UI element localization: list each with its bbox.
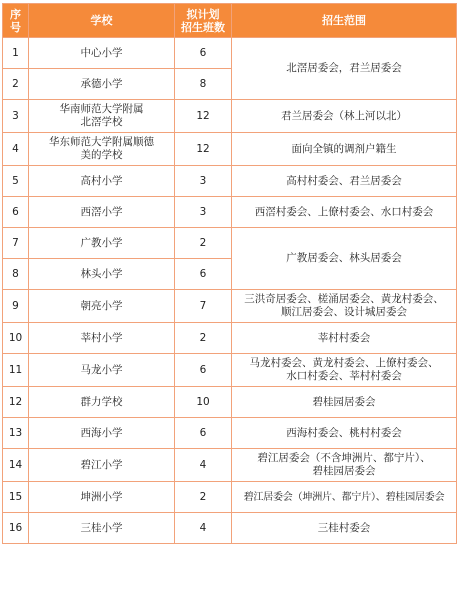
row-area: 碧桂园居委会 bbox=[232, 387, 457, 418]
row-school: 高村小学 bbox=[29, 166, 175, 197]
row-no: 13 bbox=[3, 418, 29, 449]
row-classes: 7 bbox=[175, 290, 232, 323]
table-row bbox=[3, 38, 457, 69]
row-no: 2 bbox=[3, 69, 29, 100]
header-school: 学校 bbox=[29, 4, 175, 38]
row-area: 碧江居委会（不含坤洲片、都宁片）、 碧桂园居委会 bbox=[232, 449, 457, 482]
row-area: 君兰居委会（林上河以北） bbox=[232, 100, 457, 133]
row-area: 碧江居委会（坤洲片、都宁片）、碧桂园居委会 bbox=[232, 482, 457, 513]
row-classes: 6 bbox=[175, 259, 232, 290]
row-no: 6 bbox=[3, 197, 29, 228]
row-classes: 3 bbox=[175, 166, 232, 197]
row-area: 西海村委会、桃村村委会 bbox=[232, 418, 457, 449]
row-no: 15 bbox=[3, 482, 29, 513]
row-school: 中心小学 bbox=[29, 38, 175, 69]
row-area: 高村村委会、君兰居委会 bbox=[232, 166, 457, 197]
row-classes: 8 bbox=[175, 69, 232, 100]
row-area-merged: 北滘居委会，君兰居委会 bbox=[232, 38, 457, 100]
table-header-row bbox=[3, 4, 457, 38]
header-area: 招生范围 bbox=[232, 4, 457, 38]
row-school: 林头小学 bbox=[29, 259, 175, 290]
table-row bbox=[3, 323, 457, 354]
row-school: 碧江小学 bbox=[29, 449, 175, 482]
row-school: 承德小学 bbox=[29, 69, 175, 100]
row-no: 9 bbox=[3, 290, 29, 323]
table-row bbox=[3, 482, 457, 513]
row-area: 面向全镇的调剂户籍生 bbox=[232, 133, 457, 166]
row-classes: 2 bbox=[175, 323, 232, 354]
table-row bbox=[3, 387, 457, 418]
row-classes: 2 bbox=[175, 482, 232, 513]
table-row bbox=[3, 449, 457, 482]
row-no: 1 bbox=[3, 38, 29, 69]
table-row bbox=[3, 418, 457, 449]
table-row bbox=[3, 100, 457, 133]
row-no: 7 bbox=[3, 228, 29, 259]
row-area-merged: 广教居委会、林头居委会 bbox=[232, 228, 457, 290]
table-row bbox=[3, 513, 457, 544]
table-row bbox=[3, 197, 457, 228]
row-school: 广教小学 bbox=[29, 228, 175, 259]
row-classes: 6 bbox=[175, 418, 232, 449]
row-classes: 2 bbox=[175, 228, 232, 259]
table-row bbox=[3, 228, 457, 259]
row-school: 马龙小学 bbox=[29, 354, 175, 387]
table-row bbox=[3, 354, 457, 387]
row-classes: 6 bbox=[175, 354, 232, 387]
row-no: 3 bbox=[3, 100, 29, 133]
row-no: 11 bbox=[3, 354, 29, 387]
row-area: 莘村村委会 bbox=[232, 323, 457, 354]
row-classes: 10 bbox=[175, 387, 232, 418]
row-no: 14 bbox=[3, 449, 29, 482]
row-classes: 4 bbox=[175, 449, 232, 482]
row-no: 10 bbox=[3, 323, 29, 354]
row-no: 12 bbox=[3, 387, 29, 418]
row-school: 西滘小学 bbox=[29, 197, 175, 228]
row-school: 三桂小学 bbox=[29, 513, 175, 544]
row-area: 三桂村委会 bbox=[232, 513, 457, 544]
enrollment-table bbox=[2, 3, 457, 544]
row-area: 西滘村委会、上僚村委会、水口村委会 bbox=[232, 197, 457, 228]
row-school: 朝亮小学 bbox=[29, 290, 175, 323]
row-classes: 6 bbox=[175, 38, 232, 69]
row-area: 马龙村委会、黄龙村委会、上僚村委会、 水口村委会、莘村村委会 bbox=[232, 354, 457, 387]
table-row bbox=[3, 133, 457, 166]
row-school: 坤洲小学 bbox=[29, 482, 175, 513]
row-no: 5 bbox=[3, 166, 29, 197]
row-classes: 4 bbox=[175, 513, 232, 544]
row-school: 华东师范大学附属顺德 美的学校 bbox=[29, 133, 175, 166]
row-school: 西海小学 bbox=[29, 418, 175, 449]
row-classes: 12 bbox=[175, 133, 232, 166]
row-no: 16 bbox=[3, 513, 29, 544]
row-school: 华南师范大学附属 北滘学校 bbox=[29, 100, 175, 133]
table-row bbox=[3, 290, 457, 323]
row-school: 群力学校 bbox=[29, 387, 175, 418]
row-classes: 12 bbox=[175, 100, 232, 133]
row-area: 三洪奇居委会、槎涌居委会、黄龙村委会、 顺江居委会、设计城居委会 bbox=[232, 290, 457, 323]
row-school: 莘村小学 bbox=[29, 323, 175, 354]
header-no: 序 号 bbox=[3, 4, 29, 38]
row-no: 8 bbox=[3, 259, 29, 290]
row-classes: 3 bbox=[175, 197, 232, 228]
row-no: 4 bbox=[3, 133, 29, 166]
header-classes: 拟计划 招生班数 bbox=[175, 4, 232, 38]
table-row bbox=[3, 166, 457, 197]
